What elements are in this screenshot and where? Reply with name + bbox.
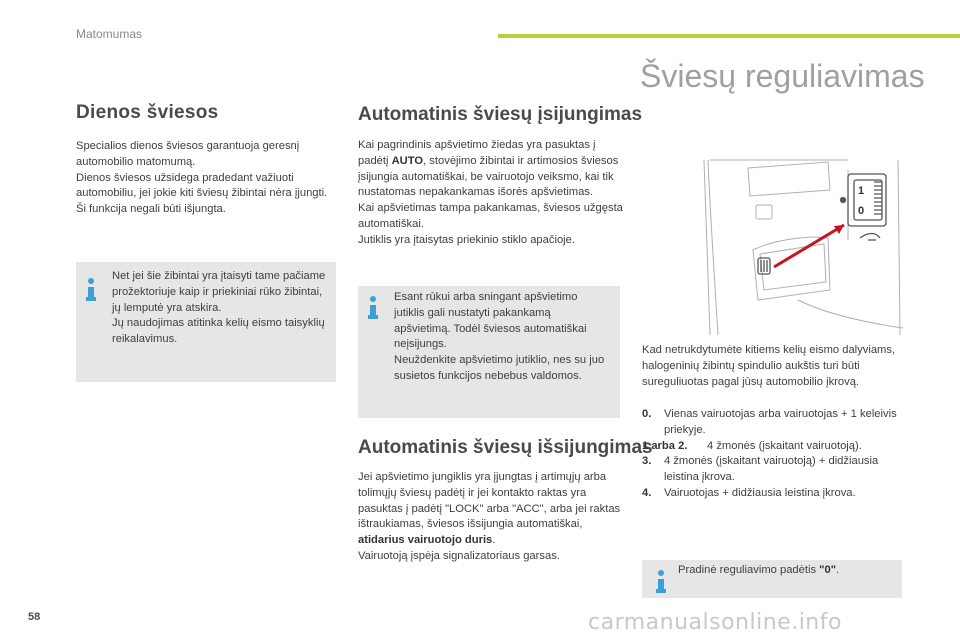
paragraph: Jutiklis yra įtaisytas priekinio stiklo apačioje. bbox=[358, 233, 575, 246]
page-title: Šviesų reguliavimas bbox=[640, 58, 925, 94]
list-key: 0. bbox=[642, 408, 652, 420]
accent-bar bbox=[498, 34, 960, 38]
text-span: Jei apšvietimo jungiklis yra įjungtas į artimųjų arba tolimųjų šviesų padėtį ir jei kontakto raktas yra pasuktas į padėtį "LOCK" arba "ACC", arba jei raktas ištraukiamas, šviesos išsijungia automatiškai, bbox=[358, 471, 621, 531]
page-number: 58 bbox=[28, 611, 41, 623]
list-key: 1 arba 2. bbox=[642, 439, 688, 452]
info-box bbox=[642, 560, 902, 598]
paragraph: Dienos šviesos užsidega pradedant važiuoti automobiliu, jei jokie kiti šviesų žibintai nėra įjungti. bbox=[76, 171, 328, 200]
headlamp-adjustment-illustration bbox=[648, 150, 910, 335]
list-text: Vairuotojas + didžiausia leistina įkrova. bbox=[664, 486, 856, 499]
text-span: , stovėjimo žibintai ir artimosios šviesos įsijungia automatiškai, be vairuotojo veiksmo, kai tik nustatomas nepakankamas išorės apšvietimas. bbox=[358, 154, 619, 199]
info-paragraph: Esant rūkui arba sningant apšvietimo jutiklis gali nustatyti pakankamą apšvietimą. Todėl šviesos automatiškai neįsijungs. bbox=[394, 291, 587, 351]
text-span: . bbox=[836, 564, 840, 576]
paragraph bbox=[358, 470, 623, 549]
auto-on-text bbox=[358, 138, 623, 249]
info-paragraph: Net jei šie žibintai yra įtaisyti tame pačiame prožektoriuje kaip ir priekiniai rūko žibintai, jų lemputė yra atskira. bbox=[112, 270, 326, 314]
info-text bbox=[678, 563, 893, 579]
paragraph: Kai apšvietimas tampa pakankamas, šviesos užgęsta automatiškai. bbox=[358, 202, 623, 230]
list-text: 4 žmonės (įskaitant vairuotoją) + didžiausia leistina įkrova. bbox=[664, 455, 879, 484]
headlamp-intro-text: Kad netrukdytumėte kitiems kelių eismo dalyviams, halogeninių žibintų spindulio aukštis turi būti sureguliuotas pagal jūsų automobilio įkrovą. bbox=[642, 344, 896, 388]
list-item bbox=[642, 454, 904, 486]
dial-label-1: 1 bbox=[858, 185, 865, 197]
list-text: Vienas vairuotojas arba vairuotojas + 1 keleivis priekyje. bbox=[664, 408, 897, 436]
text-span: Kai pagrindinis apšvietimo žiedas yra pasuktas į padėtį bbox=[358, 139, 596, 167]
text-span: Pradinė reguliavimo padėtis bbox=[678, 564, 820, 576]
info-box bbox=[76, 262, 336, 382]
list-item bbox=[642, 439, 904, 455]
dial-label-0: 0 bbox=[858, 205, 865, 217]
bold-text: atidarius vairuotojo duris bbox=[358, 534, 493, 547]
list-item bbox=[642, 486, 904, 502]
info-text bbox=[394, 290, 609, 385]
daytime-lights-heading: Dienos šviesos bbox=[76, 102, 219, 123]
info-box bbox=[358, 286, 620, 418]
list-text: 4 žmonės (įskaitant vairuotoją). bbox=[707, 439, 862, 452]
info-text bbox=[112, 269, 327, 348]
paragraph bbox=[358, 138, 623, 201]
daytime-lights-text bbox=[76, 139, 338, 218]
section-header: Matomumas bbox=[76, 27, 143, 41]
auto-on-heading: Automatinis šviesų įsijungimas bbox=[358, 104, 643, 125]
text-span: . bbox=[492, 534, 496, 547]
load-position-list bbox=[642, 407, 904, 502]
bold-text: "0" bbox=[819, 564, 837, 576]
list-item bbox=[642, 407, 904, 439]
auto-off-text bbox=[358, 470, 623, 565]
list-key: 4. bbox=[642, 486, 652, 499]
auto-keyword: AUTO bbox=[391, 154, 424, 167]
info-paragraph: Neuždenkite apšvietimo jutiklio, nes su juo susietos funkcijos nebebus valdomos. bbox=[394, 354, 605, 382]
paragraph: Ši funkcija negali būti išjungta. bbox=[76, 203, 226, 216]
paragraph: Vairuotoją įspėja signalizatoriaus garsas. bbox=[358, 549, 560, 562]
info-paragraph: Jų naudojimas atitinka kelių eismo taisyklių reikalavimus. bbox=[112, 317, 325, 346]
auto-off-heading: Automatinis šviesų išsijungimas bbox=[358, 437, 653, 458]
list-key: 3. bbox=[642, 455, 652, 468]
paragraph: Specialios dienos šviesos garantuoja geresnį automobilio matomumą. bbox=[76, 140, 300, 168]
watermark: carmanualsonline.info bbox=[588, 610, 842, 635]
red-arrow bbox=[774, 225, 844, 267]
